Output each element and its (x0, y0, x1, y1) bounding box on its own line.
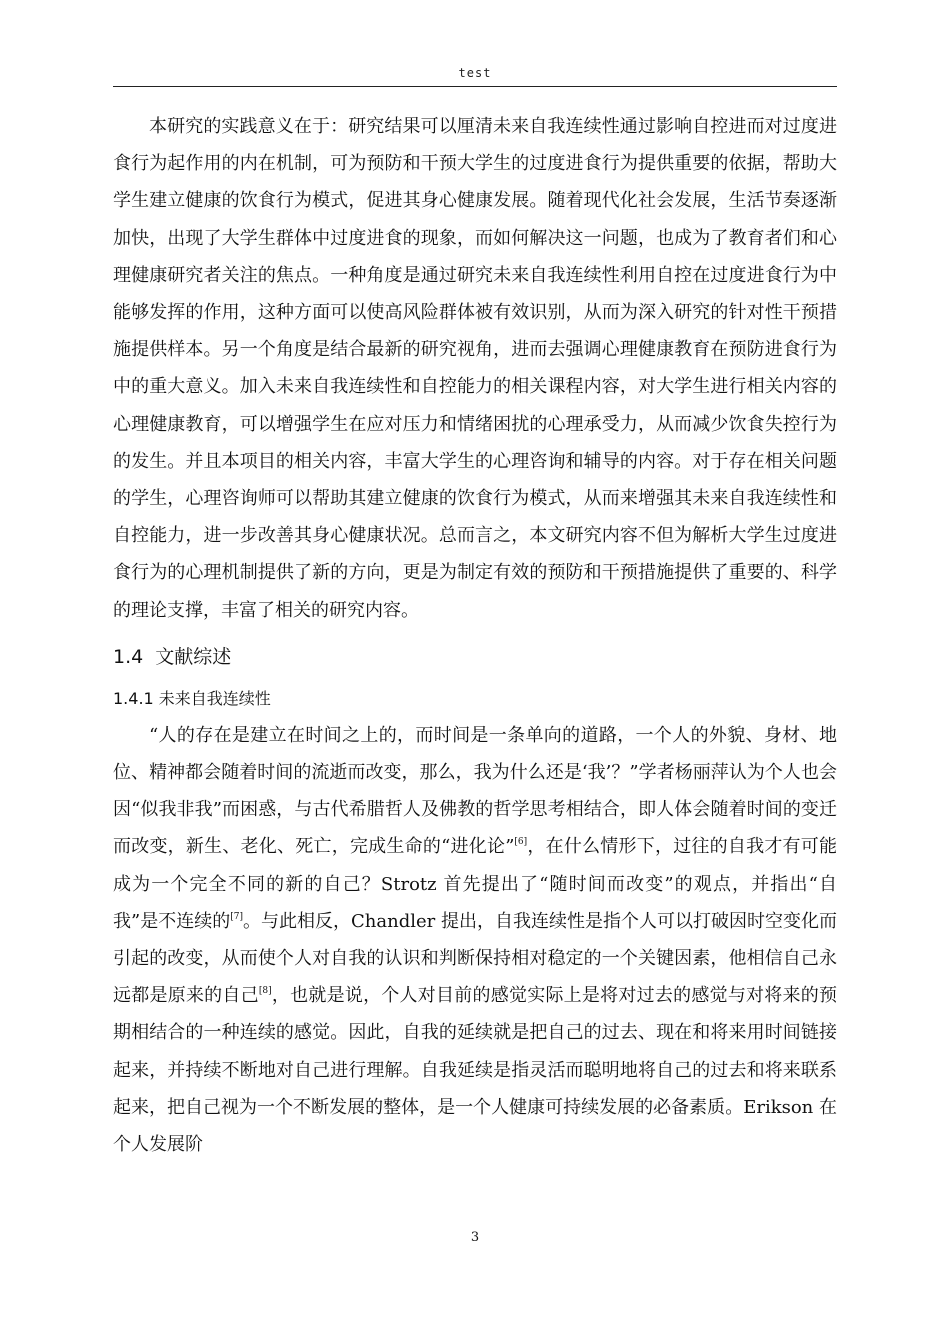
citation-7: [7] (230, 911, 243, 922)
paragraph2-part3: 。与此相反，Chandler 提出，自我连续性是指个人可以打破因时空变化而引起的改变，从而使个人对自我的认识和判断保持相对稳定的一个关键因素，他相信自己永远都是原来的自己 (113, 910, 838, 1007)
running-header: test (458, 66, 492, 80)
section-title: 文献综述 (155, 645, 232, 668)
subsection-heading: 1.4.1 未来自我连续性 (113, 688, 271, 708)
page-number: 3 (470, 1230, 480, 1245)
paragraph2-part1: “人的存在是建立在时间之上的，而时间是一条单向的道路，一个人的外貌、身材、地位、精神都会随着时间的流逝而改变，那么，我为什么还是‘我’？”学者杨丽萍认为个人也会因“似我非我”而困惑，与古代希腊哲人及佛教的哲学思考相结合，即人体会随着时间的变迁而改变，新生、老化、死亡，完成生命的“进化论” (113, 724, 837, 858)
section-heading (113, 641, 837, 673)
paragraph2-part4: ，也就是说，个人对目前的感觉实际上是将对过去的感觉与对将来的预期相结合的一种连续的感觉。因此，自我的延续就是把自己的过去、现在和将来用时间链接起来，并持续不断地对自己进行理解。自我延续是指灵活而聪明地将自己的过去和将来联系起来，把自己视为一个不断发展的整体，是一个人健康可持续发展的必备素质。Erikson 在个人发展阶 (113, 985, 838, 1156)
paragraph-future-self-continuity (113, 717, 837, 1163)
body-text (113, 108, 837, 1163)
paragraph-practical-significance: 本研究的实践意义在于：研究结果可以厘清未来自我连续性通过影响自控进而对过度进食行为起作用的内在机制，可为预防和干预大学生的过度进食行为提供重要的依据，帮助大学生建立健康的饮食行为模式，促进其身心健康发展。随着现代化社会发展，生活节奏逐渐加快，出现了大学生群体中过度进食的现象，而如何解决这一问题，也成为了教育者们和心理健康研究者关注的焦点。一种角度是通过研究未来自我连续性利用自控在过度进食行为中能够发挥的作用，这种方面可以使高风险群体被有效识别，从而为深入研究的针对性干预措施提供样本。另一个角度是结合最新的研究视角，进而去强调心理健康教育在预防进食行为中的重大意义。加入未来自我连续性和自控能力的相关课程内容，对大学生进行相关内容的心理健康教育，可以增强学生在应对压力和情绪困扰的心理承受力，从而减少饮食失控行为的发生。并且本项目的相关内容，丰富大学生的心理咨询和辅导的内容。对于存在相关问题的学生，心理咨询师可以帮助其建立健康的饮食行为模式，从而来增强其未来自我连续性和自控能力，进一步改善其身心健康状况。总而言之，本文研究内容不但为解析大学生过度进食行为的心理机制提供了新的方向，更是为制定有效的预防和干预措施提供了重要的、科学的理论支撑，丰富了相关的研究内容。 (113, 116, 837, 621)
citation-6: [6] (514, 837, 528, 848)
header-rule (113, 86, 837, 87)
section-number: 1.4 (113, 645, 144, 668)
citation-8: [8] (258, 986, 272, 997)
paragraph2-part2: ，在什么情形下，过往的自我才有可能成为一个完全不同的新的自己？Strotz 首先提出了“随时间而改变”的观点，并指出“自我”是不连续的 (113, 836, 838, 932)
